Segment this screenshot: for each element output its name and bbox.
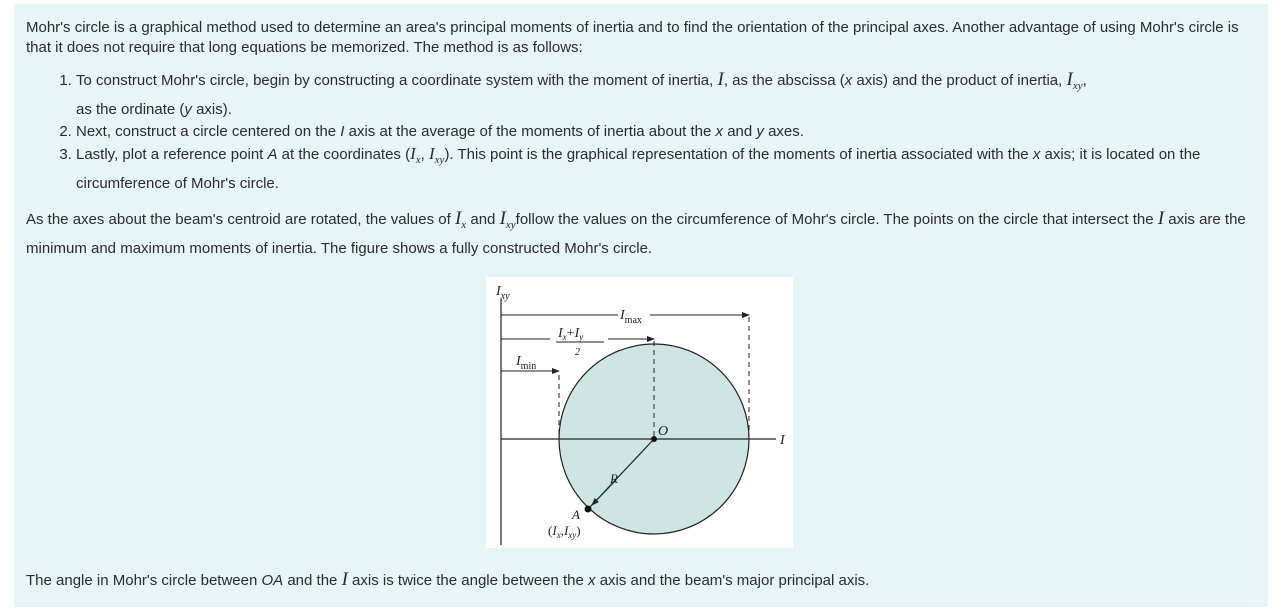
label-a: A (572, 507, 580, 522)
label-o: O (658, 424, 669, 439)
steps-list (26, 68, 1256, 195)
label-avg-denominator: 2 (575, 347, 580, 358)
step-2: 2. Next, construct a circle centered on the I axis at the average of the moments of inertia about the x and y axes. (76, 121, 1256, 142)
label-imin: $I_{min}$ (516, 354, 537, 372)
label-coordinates: $(I_x,I_{xy})$ (548, 523, 581, 540)
mohrs-circle-figure (486, 277, 793, 548)
step-1: 1. To construct Mohr's circle, begin by constructing a coordinate system with the moment of inertia, I, as the abscissa (x axis) and the product of inertia, $I_{xy}$, as the ordinate (y axis). (76, 68, 1256, 121)
angle-paragraph: The angle in Mohr's circle between OA and the I axis is twice the angle between the x axis and the beam's major principal axis. (26, 569, 870, 590)
point-a (585, 506, 592, 513)
label-ixy: $I_{xy}$ (496, 284, 510, 302)
intro-paragraph: Mohr's circle is a graphical method used to determine an area's principal moments of inertia and to find the orientation of the principal axes. Another advantage of using Mohr's circle is that it does not require that long equations be memorized. The method is as follows: (26, 19, 1239, 56)
content-panel (14, 4, 1268, 607)
rotation-paragraph: As the axes about the beam's centroid are rotated, the values of $I_x$ and $I_{xy}follow$ the values on the circumference of Mohr's circle. The points on the circle that intersect the I axis are the minimum and maximum moments of inertia. The figure shows a fully constructed Mohr's circle. (26, 208, 1246, 257)
label-imax: $I_{max}$ (620, 308, 642, 326)
label-i-axis: I (780, 433, 785, 448)
step-3: 3. Lastly, plot a reference point A at the coordinates ($I_x$, $I_{xy}$). This point is the graphical representation of the moments of inertia associated with the x axis; it is located on the circumference of Mohr's circle. (76, 142, 1256, 195)
label-r: R (610, 471, 618, 486)
center-point-o (651, 436, 657, 442)
mohrs-circle-diagram (486, 277, 793, 548)
label-avg-numerator: $I_x+I_y$ (558, 326, 584, 342)
